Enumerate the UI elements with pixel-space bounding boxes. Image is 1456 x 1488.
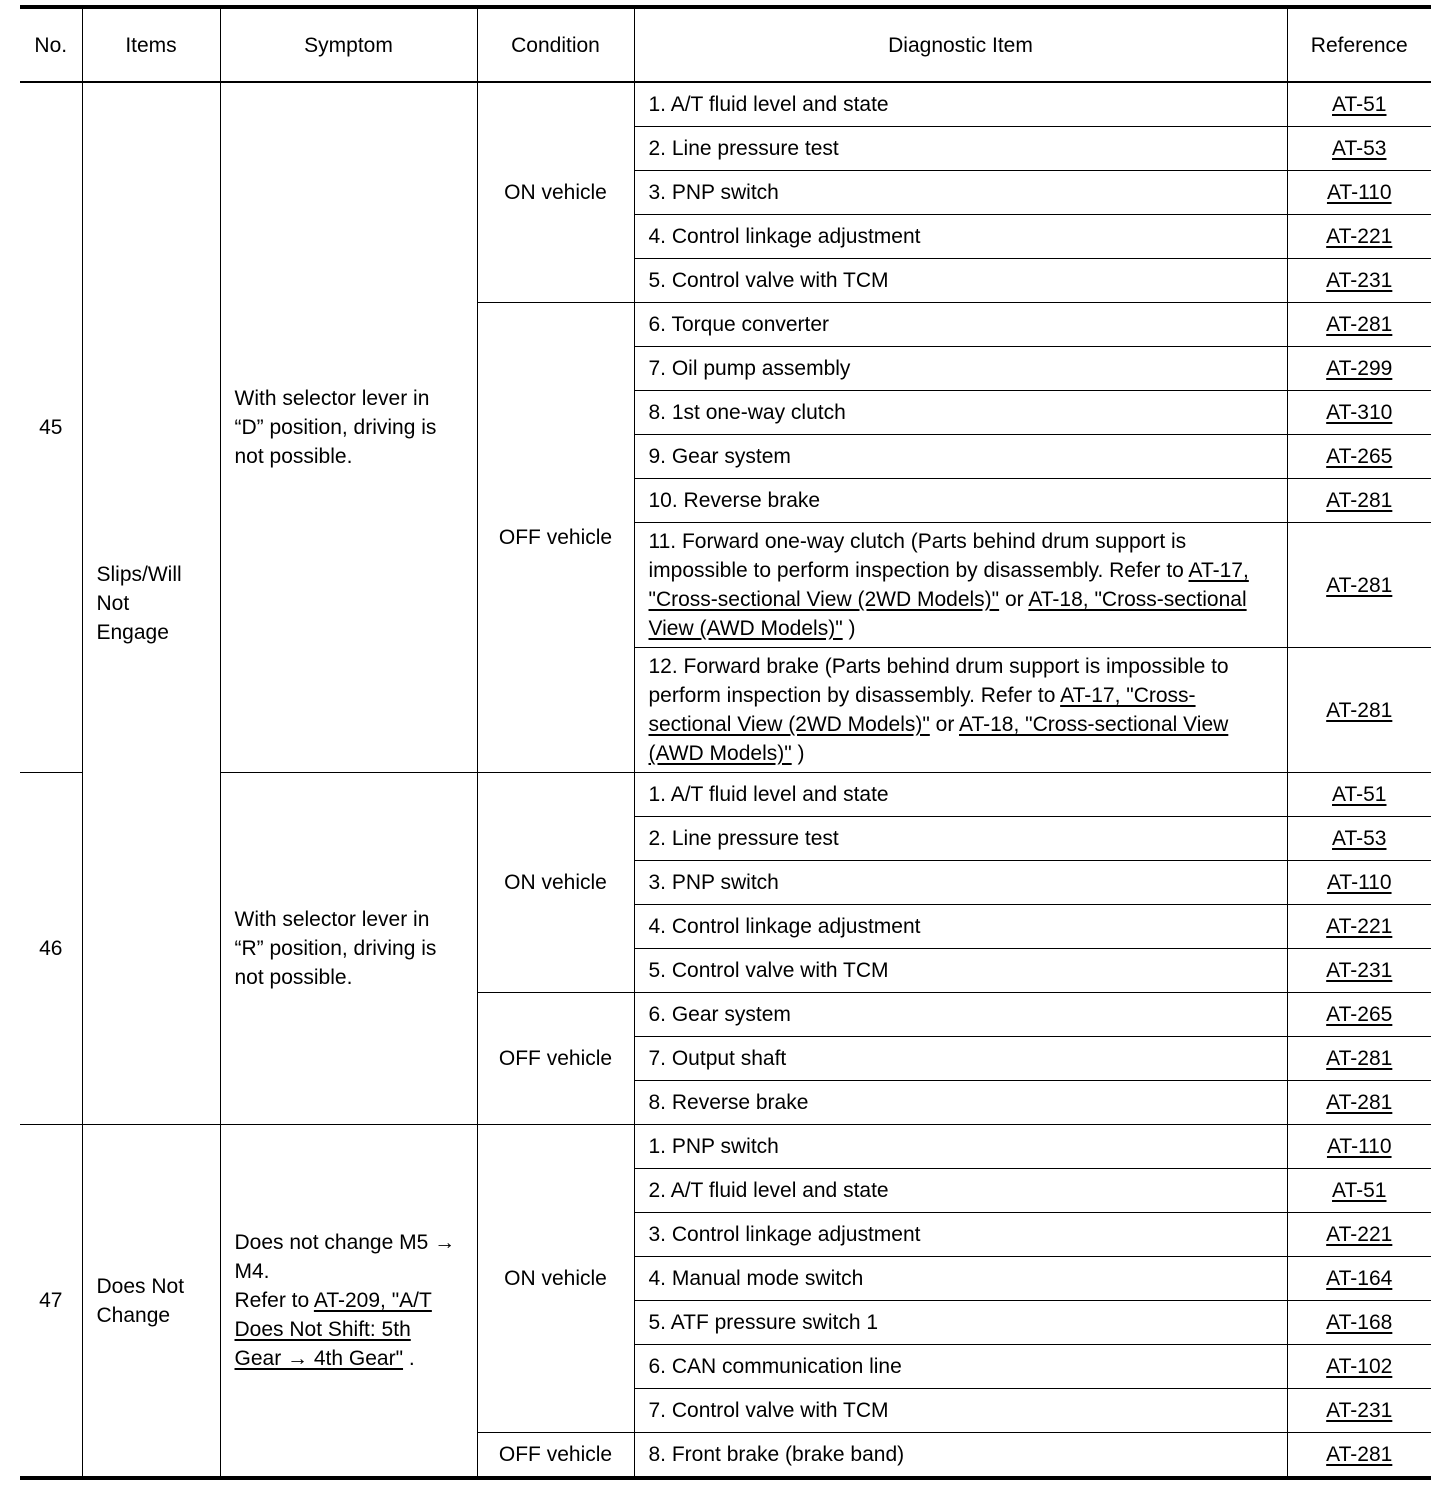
symptom-45: With selector lever in “D” position, driving is not possible. <box>220 82 477 773</box>
diagnostic-item: 7. Control valve with TCM <box>634 1389 1287 1433</box>
diagnostic-item: 3. PNP switch <box>634 861 1287 905</box>
reference-link[interactable]: AT-102 <box>1326 1355 1393 1378</box>
reference-cell <box>1287 1257 1431 1301</box>
reference-cell <box>1287 303 1431 347</box>
diagnostic-item: 1. A/T fluid level and state <box>634 82 1287 127</box>
reference-link[interactable]: AT-221 <box>1326 915 1393 938</box>
reference-link[interactable]: AT-281 <box>1326 698 1393 722</box>
row-number-46: 46 <box>20 773 82 1125</box>
cross-section-2wd-link[interactable]: AT-17, "Cross-sectional View (2WD Models)" <box>648 559 1249 611</box>
reference-cell <box>1287 817 1431 861</box>
symptom-46: With selector lever in “R” position, driving is not possible. <box>220 773 477 1125</box>
symptom-end: . <box>403 1347 415 1370</box>
diagnostic-item: 5. ATF pressure switch 1 <box>634 1301 1287 1345</box>
condition-off-vehicle: OFF vehicle <box>477 1433 634 1479</box>
diagnostic-item: 6. Torque converter <box>634 303 1287 347</box>
reference-cell <box>1287 391 1431 435</box>
reference-link[interactable]: AT-221 <box>1326 1223 1393 1246</box>
diagnostic-text-or: or <box>929 713 960 736</box>
reference-cell <box>1287 1345 1431 1389</box>
reference-link[interactable]: AT-53 <box>1332 137 1387 160</box>
reference-cell <box>1287 1389 1431 1433</box>
reference-link[interactable]: AT-231 <box>1326 1399 1393 1422</box>
diagnostic-item: 1. A/T fluid level and state <box>634 773 1287 817</box>
diagnostic-text-end: ) <box>842 617 856 640</box>
diagnostic-item: 6. Gear system <box>634 993 1287 1037</box>
diagnostic-item-long <box>634 523 1287 648</box>
diagnostic-item: 2. Line pressure test <box>634 817 1287 861</box>
reference-cell <box>1287 1081 1431 1125</box>
reference-link[interactable]: AT-164 <box>1326 1267 1393 1290</box>
condition-on-vehicle: ON vehicle <box>477 773 634 993</box>
header-reference: Reference <box>1287 7 1431 82</box>
reference-cell <box>1287 1169 1431 1213</box>
items-slips-will-not-engage: Slips/Will Not Engage <box>82 82 220 1125</box>
at-209-link[interactable]: AT-209, "A/T Does Not Shift: 5th Gear → 4th Gear" <box>234 1289 432 1370</box>
diagnostic-item: 8. Front brake (brake band) <box>634 1433 1287 1479</box>
diagnostic-item: 6. CAN communication line <box>634 1345 1287 1389</box>
header-condition: Condition <box>477 7 634 82</box>
diagnostic-item: 2. Line pressure test <box>634 127 1287 171</box>
reference-link[interactable]: AT-110 <box>1326 181 1392 204</box>
reference-cell <box>1287 1213 1431 1257</box>
items-does-not-change: Does Not Change <box>82 1125 220 1479</box>
reference-cell <box>1287 1037 1431 1081</box>
reference-link[interactable]: AT-168 <box>1326 1311 1393 1334</box>
condition-on-vehicle: ON vehicle <box>477 82 634 303</box>
diagnostic-item: 8. Reverse brake <box>634 1081 1287 1125</box>
reference-link[interactable]: AT-299 <box>1326 357 1393 380</box>
reference-link[interactable]: AT-281 <box>1326 1091 1393 1114</box>
row-number-45: 45 <box>20 82 82 773</box>
diagnostic-item: 3. PNP switch <box>634 171 1287 215</box>
reference-link[interactable]: AT-265 <box>1326 445 1393 468</box>
condition-off-vehicle: OFF vehicle <box>477 993 634 1125</box>
cross-section-awd-link[interactable]: AT-18, "Cross-sectional View (AWD Models)" <box>648 588 1247 640</box>
header-no: No. <box>20 7 82 82</box>
diagnostic-text-or: or <box>999 588 1029 611</box>
reference-cell <box>1287 171 1431 215</box>
reference-link[interactable]: AT-51 <box>1332 93 1387 116</box>
reference-link[interactable]: AT-281 <box>1326 1443 1393 1466</box>
header-diagnostic-item: Diagnostic Item <box>634 7 1287 82</box>
diagnostic-item: 10. Reverse brake <box>634 479 1287 523</box>
diagnostic-item: 3. Control linkage adjustment <box>634 1213 1287 1257</box>
reference-link[interactable]: AT-51 <box>1332 783 1387 806</box>
reference-cell <box>1287 523 1431 648</box>
reference-cell <box>1287 861 1431 905</box>
symptom-refer: Refer to <box>234 1289 314 1312</box>
cross-section-awd-link[interactable]: AT-18, "Cross-sectional View (AWD Models)" <box>648 713 1229 765</box>
diagnostic-text-end: ) <box>791 742 805 765</box>
reference-cell <box>1287 479 1431 523</box>
reference-link[interactable]: AT-281 <box>1326 313 1393 336</box>
diagnostic-item: 4. Control linkage adjustment <box>634 905 1287 949</box>
reference-cell <box>1287 949 1431 993</box>
reference-cell <box>1287 1433 1431 1479</box>
diagnostic-item: 7. Output shaft <box>634 1037 1287 1081</box>
header-row <box>20 7 1431 82</box>
reference-link[interactable]: AT-231 <box>1326 959 1393 982</box>
diagnostic-item: 7. Oil pump assembly <box>634 347 1287 391</box>
reference-cell <box>1287 259 1431 303</box>
reference-cell <box>1287 1125 1431 1169</box>
reference-cell <box>1287 905 1431 949</box>
reference-link[interactable]: AT-281 <box>1326 1047 1393 1070</box>
diagnostic-table <box>20 5 1431 1480</box>
diagnostic-item: 5. Control valve with TCM <box>634 949 1287 993</box>
reference-link[interactable]: AT-110 <box>1326 1135 1392 1158</box>
reference-cell <box>1287 127 1431 171</box>
diagnostic-item: 9. Gear system <box>634 435 1287 479</box>
reference-link[interactable]: AT-231 <box>1326 269 1393 292</box>
reference-link[interactable]: AT-310 <box>1326 401 1393 424</box>
header-symptom: Symptom <box>220 7 477 82</box>
condition-on-vehicle: ON vehicle <box>477 1125 634 1433</box>
reference-link[interactable]: AT-110 <box>1326 871 1392 894</box>
row-number-47: 47 <box>20 1125 82 1479</box>
table-row <box>20 82 1431 127</box>
reference-cell <box>1287 648 1431 773</box>
reference-cell <box>1287 1301 1431 1345</box>
diagnostic-item: 5. Control valve with TCM <box>634 259 1287 303</box>
diagnostic-item: 4. Control linkage adjustment <box>634 215 1287 259</box>
reference-cell <box>1287 993 1431 1037</box>
table-row <box>20 773 1431 817</box>
symptom-text: Does not change M5 → M4. <box>234 1231 456 1283</box>
reference-link[interactable]: AT-221 <box>1326 225 1393 248</box>
reference-link[interactable]: AT-281 <box>1326 489 1393 512</box>
diagnostic-item: 2. A/T fluid level and state <box>634 1169 1287 1213</box>
table-row <box>20 1125 1431 1169</box>
reference-cell <box>1287 435 1431 479</box>
reference-link[interactable]: AT-51 <box>1332 1179 1387 1202</box>
reference-cell <box>1287 347 1431 391</box>
reference-link[interactable]: AT-53 <box>1332 827 1387 850</box>
condition-off-vehicle: OFF vehicle <box>477 303 634 773</box>
diagnostic-text: 12. Forward brake (Parts behind drum support is impossible to perform inspection by disassembly. Refer to <box>648 655 1229 707</box>
reference-link[interactable]: AT-281 <box>1326 573 1393 597</box>
header-items: Items <box>82 7 220 82</box>
diagnostic-item: 4. Manual mode switch <box>634 1257 1287 1301</box>
reference-cell <box>1287 82 1431 127</box>
symptom-47 <box>220 1125 477 1479</box>
diagnostic-item: 1. PNP switch <box>634 1125 1287 1169</box>
reference-cell <box>1287 215 1431 259</box>
cross-section-2wd-link[interactable]: AT-17, "Cross-sectional View (2WD Models)" <box>648 684 1196 736</box>
diagnostic-item: 8. 1st one-way clutch <box>634 391 1287 435</box>
reference-link[interactable]: AT-265 <box>1326 1003 1393 1026</box>
diagnostic-item-long <box>634 648 1287 773</box>
diagnostic-text: 11. Forward one-way clutch (Parts behind drum support is impossible to perform inspection by disassembly. Refer to <box>648 530 1189 582</box>
reference-cell <box>1287 773 1431 817</box>
